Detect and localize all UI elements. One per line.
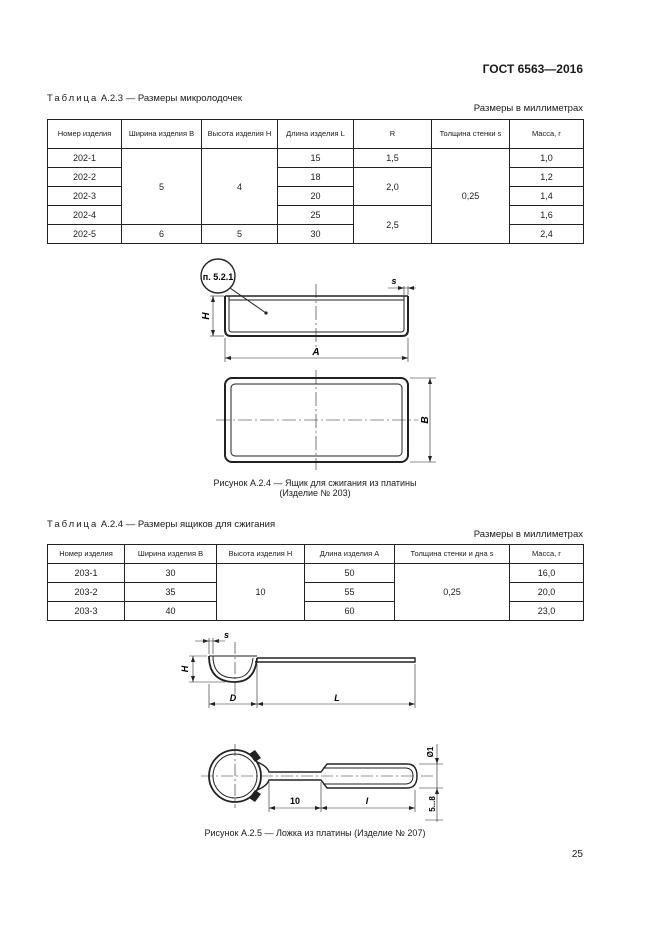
cell-height: 4 [202,149,278,225]
figure2-caption: Рисунок А.2.5 — Ложка из платины (Изделие № 207) [204,828,426,838]
cell-width: 6 [122,225,202,244]
cell-length: 30 [278,225,354,244]
table2-number: А.2.4 [100,519,124,530]
box-side-inner [229,296,404,332]
table1-header-row [48,120,584,149]
label-ten: 10 [289,796,301,806]
cell-width: 30 [125,564,217,583]
cell-mass: 1,6 [510,206,584,225]
table2-col-mass: Масса, г [510,545,584,564]
cell-mass: 2,4 [510,225,584,244]
cell-number: 202-1 [48,149,122,168]
table1-title: — Размеры микролодочек [125,93,243,104]
cell-width: 35 [125,583,217,602]
table1-col-length: Длина изделия L [278,120,354,149]
table1-col-wall: Толщина стенки s [432,120,510,149]
table2-col-wall: Толщина стенки и дна s [395,545,510,564]
cell-r: 2,0 [354,168,432,206]
cell-length: 25 [278,206,354,225]
label-l-small: l [365,796,369,806]
label-a: A [312,347,320,358]
cell-mass: 1,4 [510,187,584,206]
cell-mass: 1,0 [510,149,584,168]
table2-col-number: Номер изделия [48,545,125,564]
cell-width: 5 [122,149,202,225]
page-number: 25 [571,849,583,860]
label-h: H [201,312,212,320]
cell-length: 15 [278,149,354,168]
cell-length: 20 [278,187,354,206]
cell-wall: 0,25 [395,564,510,621]
cell-number: 202-3 [48,187,122,206]
cell-mass: 23,0 [510,602,584,621]
table1-col-height: Высота изделия H [202,120,278,149]
table1-label: Таблица [47,93,99,104]
table2-caption [47,519,275,530]
cell-r: 2,5 [354,206,432,244]
cell-r: 1,5 [354,149,432,168]
cell-number: 202-2 [48,168,122,187]
cell-number: 203-3 [48,602,125,621]
figure1-caption-line2: (Изделие № 203) [279,488,351,498]
cell-length: 55 [305,583,395,602]
cell-length: 50 [305,564,395,583]
label-b: B [420,416,431,424]
cell-mass: 1,2 [510,168,584,187]
table2-col-length: Длина изделия A [305,545,395,564]
cell-number: 203-2 [48,583,125,602]
cell-number: 202-5 [48,225,122,244]
label-s: s [224,630,230,640]
figure-platinum-spoon [165,628,455,823]
label-s: s [391,276,397,286]
table2-header-row [48,545,584,564]
label-h: H [180,665,190,673]
cell-mass: 16,0 [510,564,584,583]
cell-wall: 0,25 [432,149,510,244]
label-d: D [229,693,237,703]
spoon-side-bowl-inner [213,656,253,678]
figure-combustion-box [180,258,460,473]
spoon-side-handle [255,658,415,662]
cell-mass: 20,0 [510,583,584,602]
table1-col-mass: Масса, г [510,120,584,149]
figure1-caption-line1: Рисунок А.2.4 — Ящик для сжигания из платины [213,478,417,488]
box-side-outer [225,296,408,336]
table2-units: Размеры в миллиметрах [473,529,583,540]
table1-col-number: Номер изделия [48,120,122,149]
table1-col-r: R [354,120,432,149]
table-row [48,564,584,583]
cell-number: 202-4 [48,206,122,225]
cell-length: 60 [305,602,395,621]
table1-caption [47,93,242,104]
cell-width: 40 [125,602,217,621]
cell-length: 18 [278,168,354,187]
table2-title: — Размеры ящиков для сжигания [125,519,276,530]
figure1-caption [150,478,480,498]
label-l: L [334,693,340,703]
table2-col-width: Ширина изделия B [125,545,217,564]
label-range: 5...8 [428,796,437,812]
table1-number: А.2.3 [100,93,124,104]
cell-number: 203-1 [48,564,125,583]
standard-designation: ГОСТ 6563—2016 [482,62,583,76]
table1-units: Размеры в миллиметрах [473,103,583,114]
cell-height: 5 [202,225,278,244]
callout-text: п. 5.2.1 [202,272,234,282]
table1-col-width: Ширина изделия B [122,120,202,149]
cell-height: 10 [217,564,305,621]
table2-label: Таблица [47,519,99,530]
table-row [48,149,584,168]
table2 [47,544,584,621]
table2-col-height: Высота изделия H [217,545,305,564]
label-d1: Ø1 [426,746,435,758]
table1 [47,119,584,244]
